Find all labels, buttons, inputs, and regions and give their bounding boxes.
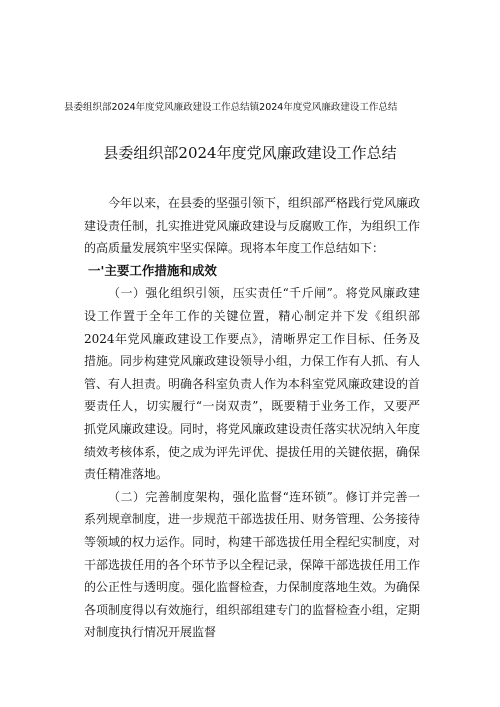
paragraph-2: （二）完善制度架构，强化监督“连环锁”。修订并完善一系列规章制度，进一步规范干部选拔任用、财务管理、公务接待等领域的权力运作。同时，构建干部选拔任用全程纪实制度，对干部选拔任用的各个环节予以全程记录，保障干部选拔任用工作的公正性与透明度。强化监督检查，力保制度落地生效。为确保各项制度得以有效施行，组织部组建专门的监督检查小组，定期对制度执行情况开展监督 <box>84 489 421 640</box>
running-header: 县委组织部2024年度党风廉政建设工作总结镇2024年度党风廉政建设工作总结 <box>64 102 398 113</box>
paragraph-1: （一）强化组织引领，压实责任“千斤闸”。将党风廉政建设工作置于全年工作的关键位置，精心制定并下发《组织部2024年党风廉政建设工作要点》，清晰界定工作目标、任务及措施。同步构建党风廉政建设领导小组，力保工作有人抓、有人管、有人担责。明确各科室负责人作为本科室党风廉政建设的首要责任人，切实履行“一岗双责”，既要精于业务工作，又要严抓党风廉政建设。同时，将党风廉政建设责任落实状况纳入年度绩效考核体系，使之成为评先评优、提拔任用的关键依据，确保责任精准落地。 <box>84 286 421 482</box>
document-body <box>84 192 420 644</box>
section-heading: 一'主要工作措施和成效 <box>88 262 217 278</box>
intro-paragraph: 今年以来，在县委的坚强引领下，组织部严格践行党风廉政建设责任制，扎实推进党风廉政建设与反腐败工作，为组织工作的高质量发展筑牢坚实保障。现将本年度工作总结如下： <box>84 196 421 256</box>
document-title: 县委组织部2024年度党风廉政建设工作总结 <box>103 144 397 162</box>
